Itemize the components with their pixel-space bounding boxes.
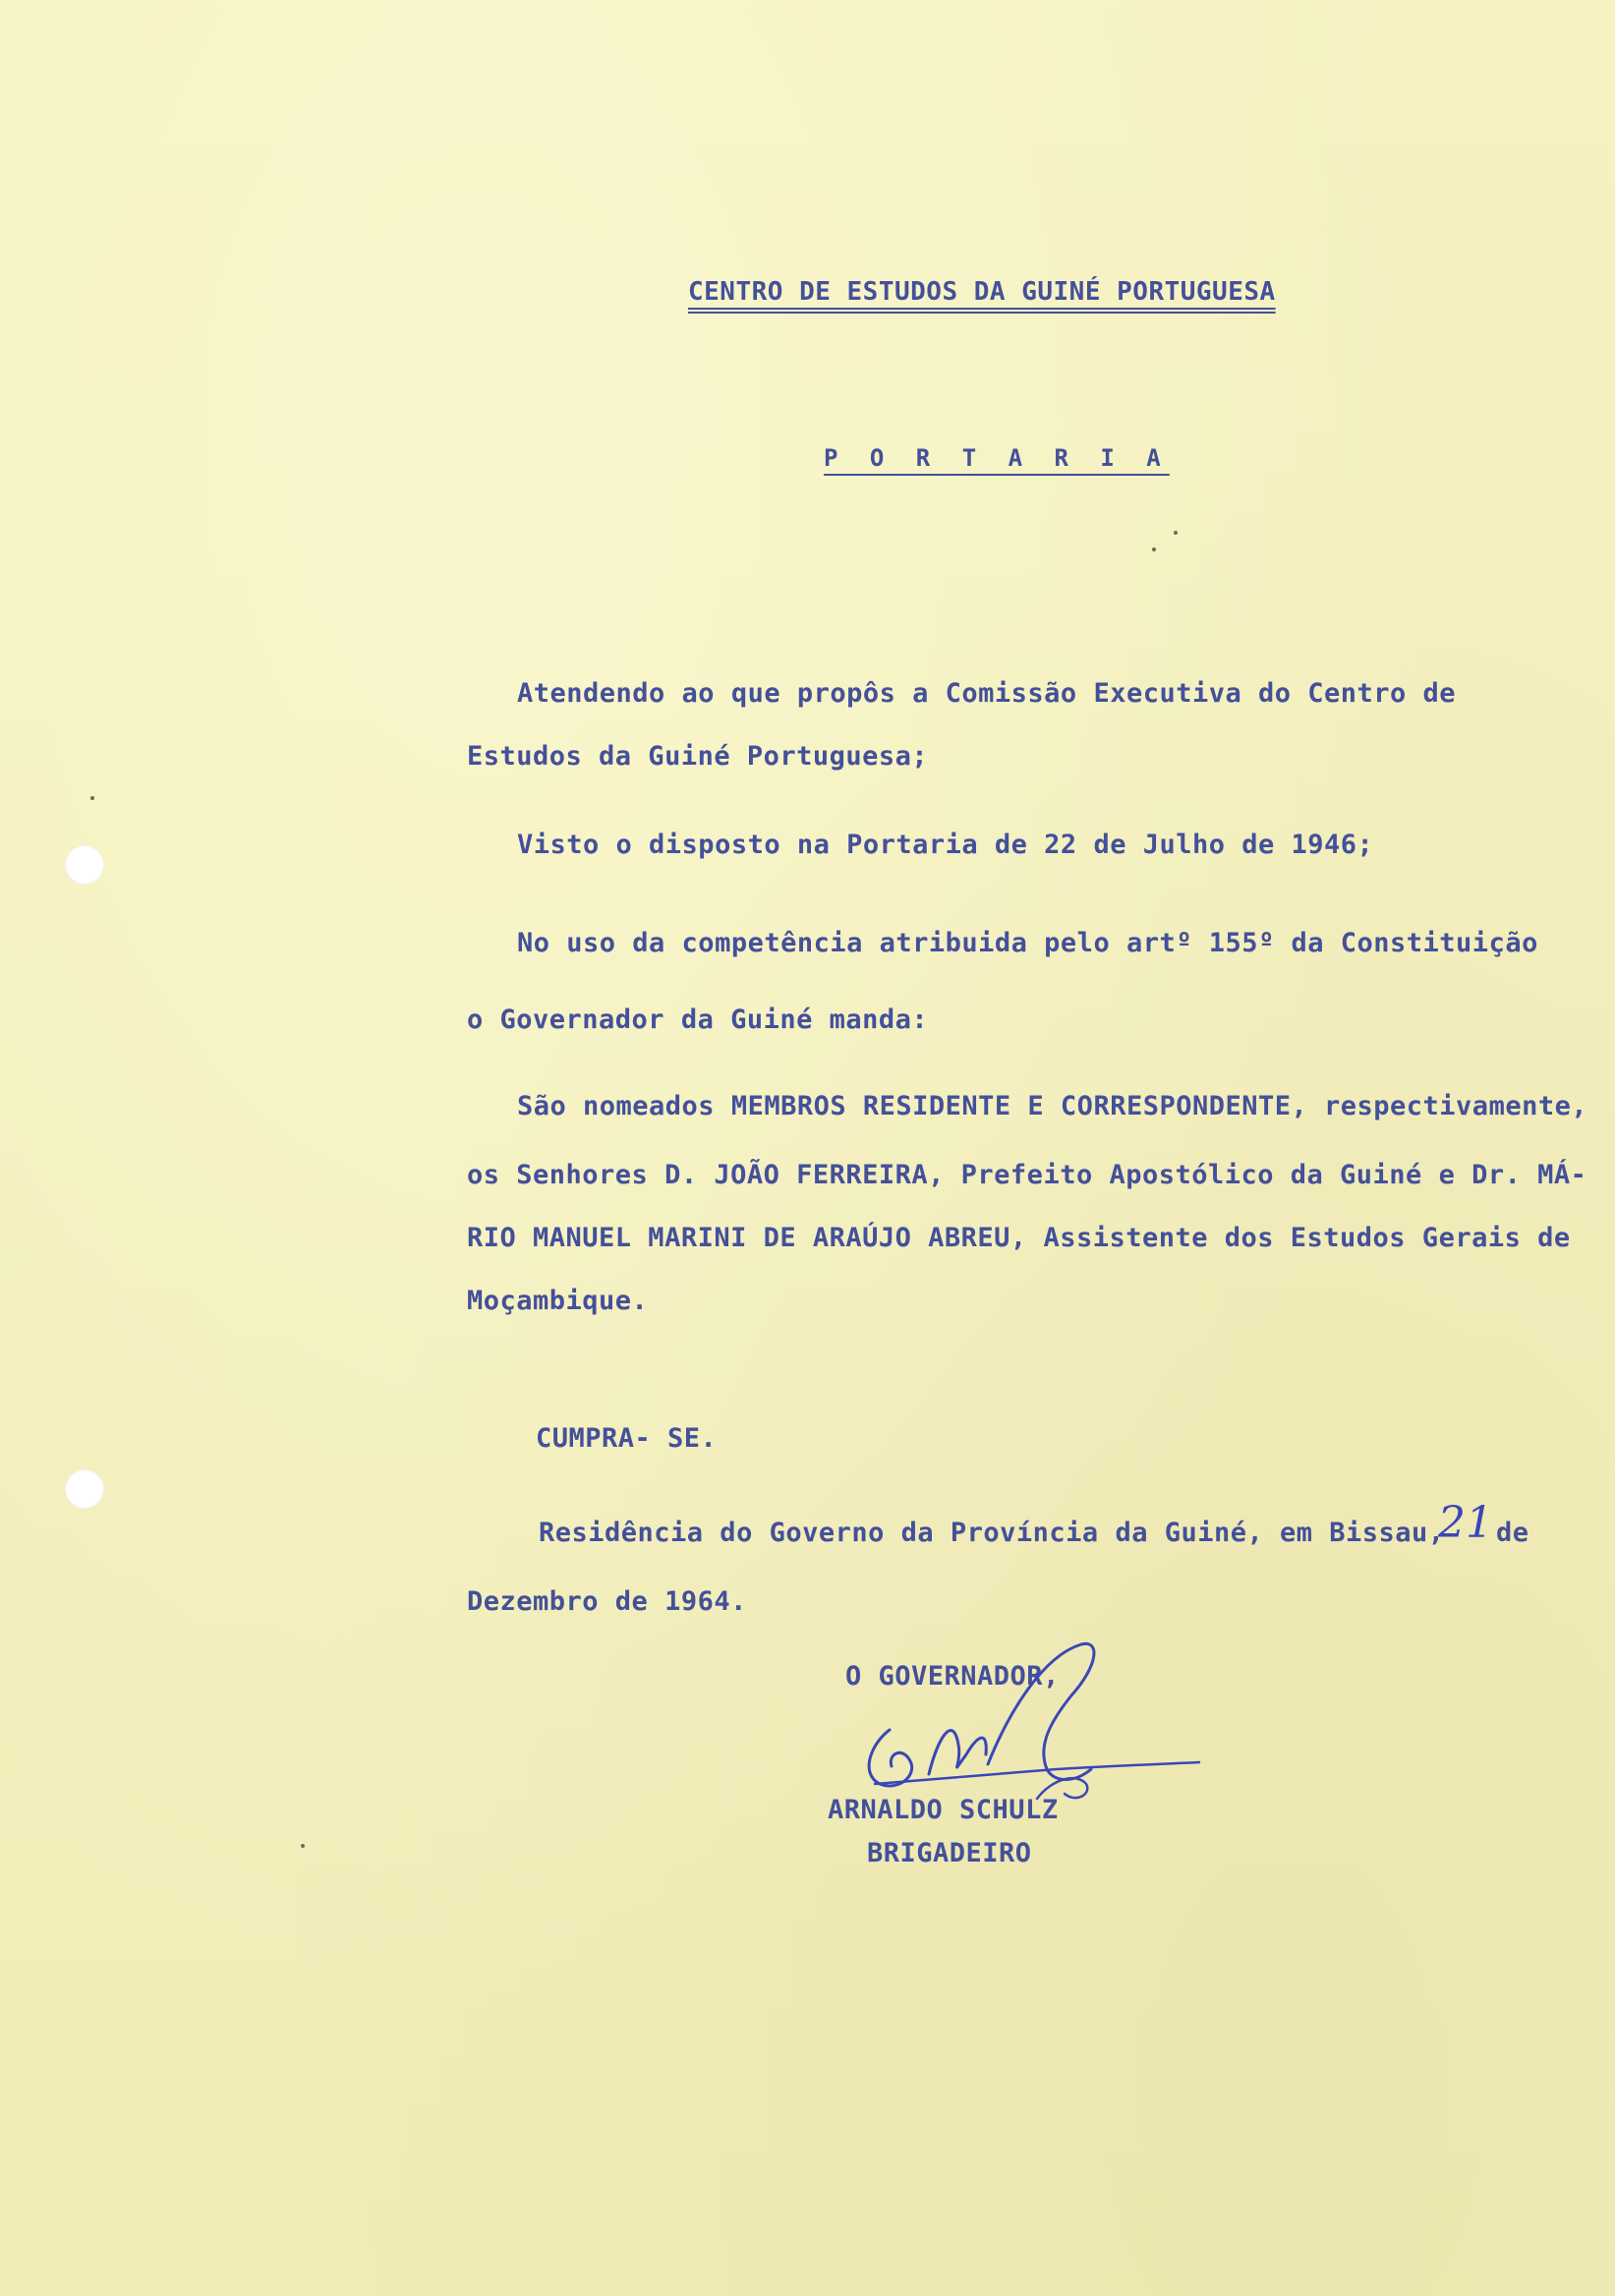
paragraph-4-line-1: São nomeados MEMBROS RESIDENTE E CORRESPONDENTE, respectivamente,	[517, 1091, 1588, 1121]
signatory-name: ARNALDO SCHULZ	[828, 1795, 1059, 1825]
paper-speck	[1152, 547, 1156, 551]
punch-hole-bottom	[65, 1469, 104, 1509]
paragraph-4-line-2: os Senhores D. JOÃO FERREIRA, Prefeito Apostólico da Guiné e Dr. MÁ-	[467, 1160, 1587, 1190]
paragraph-2: Visto o disposto na Portaria de 22 de Julho de 1946;	[517, 830, 1374, 860]
place-and-date-line-1: Residência do Governo da Província da Guiné, em Bissau,	[539, 1518, 1445, 1548]
paragraph-1-line-1: Atendendo ao que propôs a Comissão Executiva do Centro de	[517, 678, 1457, 709]
paragraph-3-line-1: No uso da competência atribuida pelo artº 155º da Constituição	[517, 928, 1538, 958]
institution-heading: CENTRO DE ESTUDOS DA GUINÉ PORTUGUESA	[688, 277, 1276, 307]
handwritten-signature	[840, 1636, 1214, 1808]
document-title: P O R T A R I A	[824, 444, 1170, 472]
paper-speck	[301, 1844, 305, 1848]
date-line-2: Dezembro de 1964.	[467, 1586, 747, 1617]
paragraph-3-line-2: o Governador da Guiné manda:	[467, 1004, 929, 1035]
handwritten-day: 21	[1438, 1498, 1493, 1548]
paragraph-1-line-2: Estudos da Guiné Portuguesa;	[467, 741, 929, 772]
date-de: de	[1496, 1518, 1529, 1548]
paragraph-4-line-4: Moçambique.	[467, 1286, 649, 1316]
paper-speck	[90, 796, 94, 800]
order-cumpra-se: CUMPRA- SE.	[536, 1423, 718, 1454]
paper-speck	[1174, 531, 1178, 535]
punch-hole-top	[65, 845, 104, 885]
signature-role: O GOVERNADOR,	[845, 1661, 1060, 1692]
paragraph-4-line-3: RIO MANUEL MARINI DE ARAÚJO ABREU, Assistente dos Estudos Gerais de	[467, 1223, 1571, 1253]
signatory-rank: BRIGADEIRO	[867, 1838, 1032, 1868]
